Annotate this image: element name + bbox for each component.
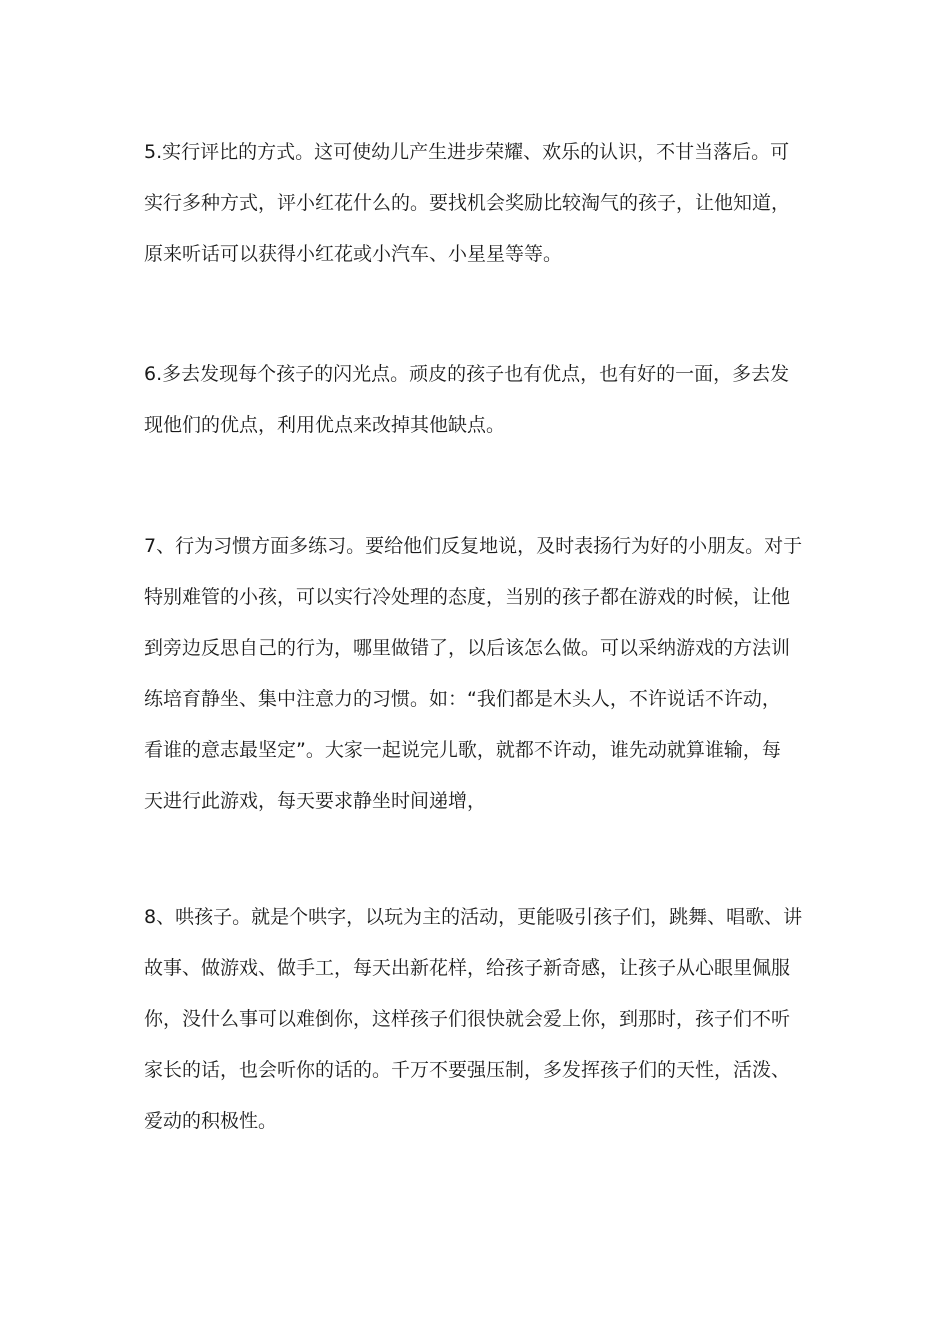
- paragraph-5: [144, 140, 816, 293]
- paragraph-6: [144, 362, 816, 464]
- text-line: 你，没什么事可以难倒你，这样孩子们很快就会爱上你，到那时，孩子们不听: [144, 1008, 791, 1030]
- text-line: 实行多种方式，评小红花什么的。要找机会奖励比较淘气的孩子，让他知道，: [144, 192, 791, 214]
- text-line: 到旁边反思自己的行为，哪里做错了，以后该怎么做。可以采纳游戏的方法训: [144, 637, 791, 659]
- text-line: 故事、做游戏、做手工，每天出新花样，给孩子新奇感，让孩子从心眼里佩服: [144, 957, 791, 979]
- text-line: 特别难管的小孩，可以实行冷处理的态度，当别的孩子都在游戏的时候，让他: [144, 586, 791, 608]
- text-line: 现他们的优点，利用优点来改掉其他缺点。: [144, 414, 506, 436]
- text-line: 6.多去发现每个孩子的闪光点。顽皮的孩子也有优点，也有好的一面，多去发: [144, 363, 790, 385]
- text-line: 8、哄孩子。就是个哄字，以玩为主的活动，更能吸引孩子们，跳舞、唱歌、讲: [144, 906, 803, 928]
- text-line: 看谁的意志最坚定”。大家一起说完儿歌，就都不许动，谁先动就算谁输，每: [144, 739, 781, 761]
- text-line: 家长的话，也会听你的话的。千万不要强压制，多发挥孩子们的天性，活泼、: [144, 1059, 791, 1081]
- text-line: 7、行为习惯方面多练习。要给他们反复地说，及时表扬行为好的小朋友。对于: [144, 535, 803, 557]
- paragraph-7: [144, 534, 816, 840]
- text-line: 5.实行评比的方式。这可使幼儿产生进步荣耀、欢乐的认识，不甘当落后。可: [144, 141, 790, 163]
- text-line: 原来听话可以获得小红花或小汽车、小星星等等。: [144, 243, 563, 265]
- text-line: 爱动的积极性。: [144, 1110, 278, 1132]
- text-line: 天进行此游戏，每天要求静坐时间递增，: [144, 790, 487, 812]
- paragraph-8: [144, 905, 816, 1160]
- text-line: 练培育静坐、集中注意力的习惯。如：“我们都是木头人，不许说话不许动，: [144, 688, 781, 710]
